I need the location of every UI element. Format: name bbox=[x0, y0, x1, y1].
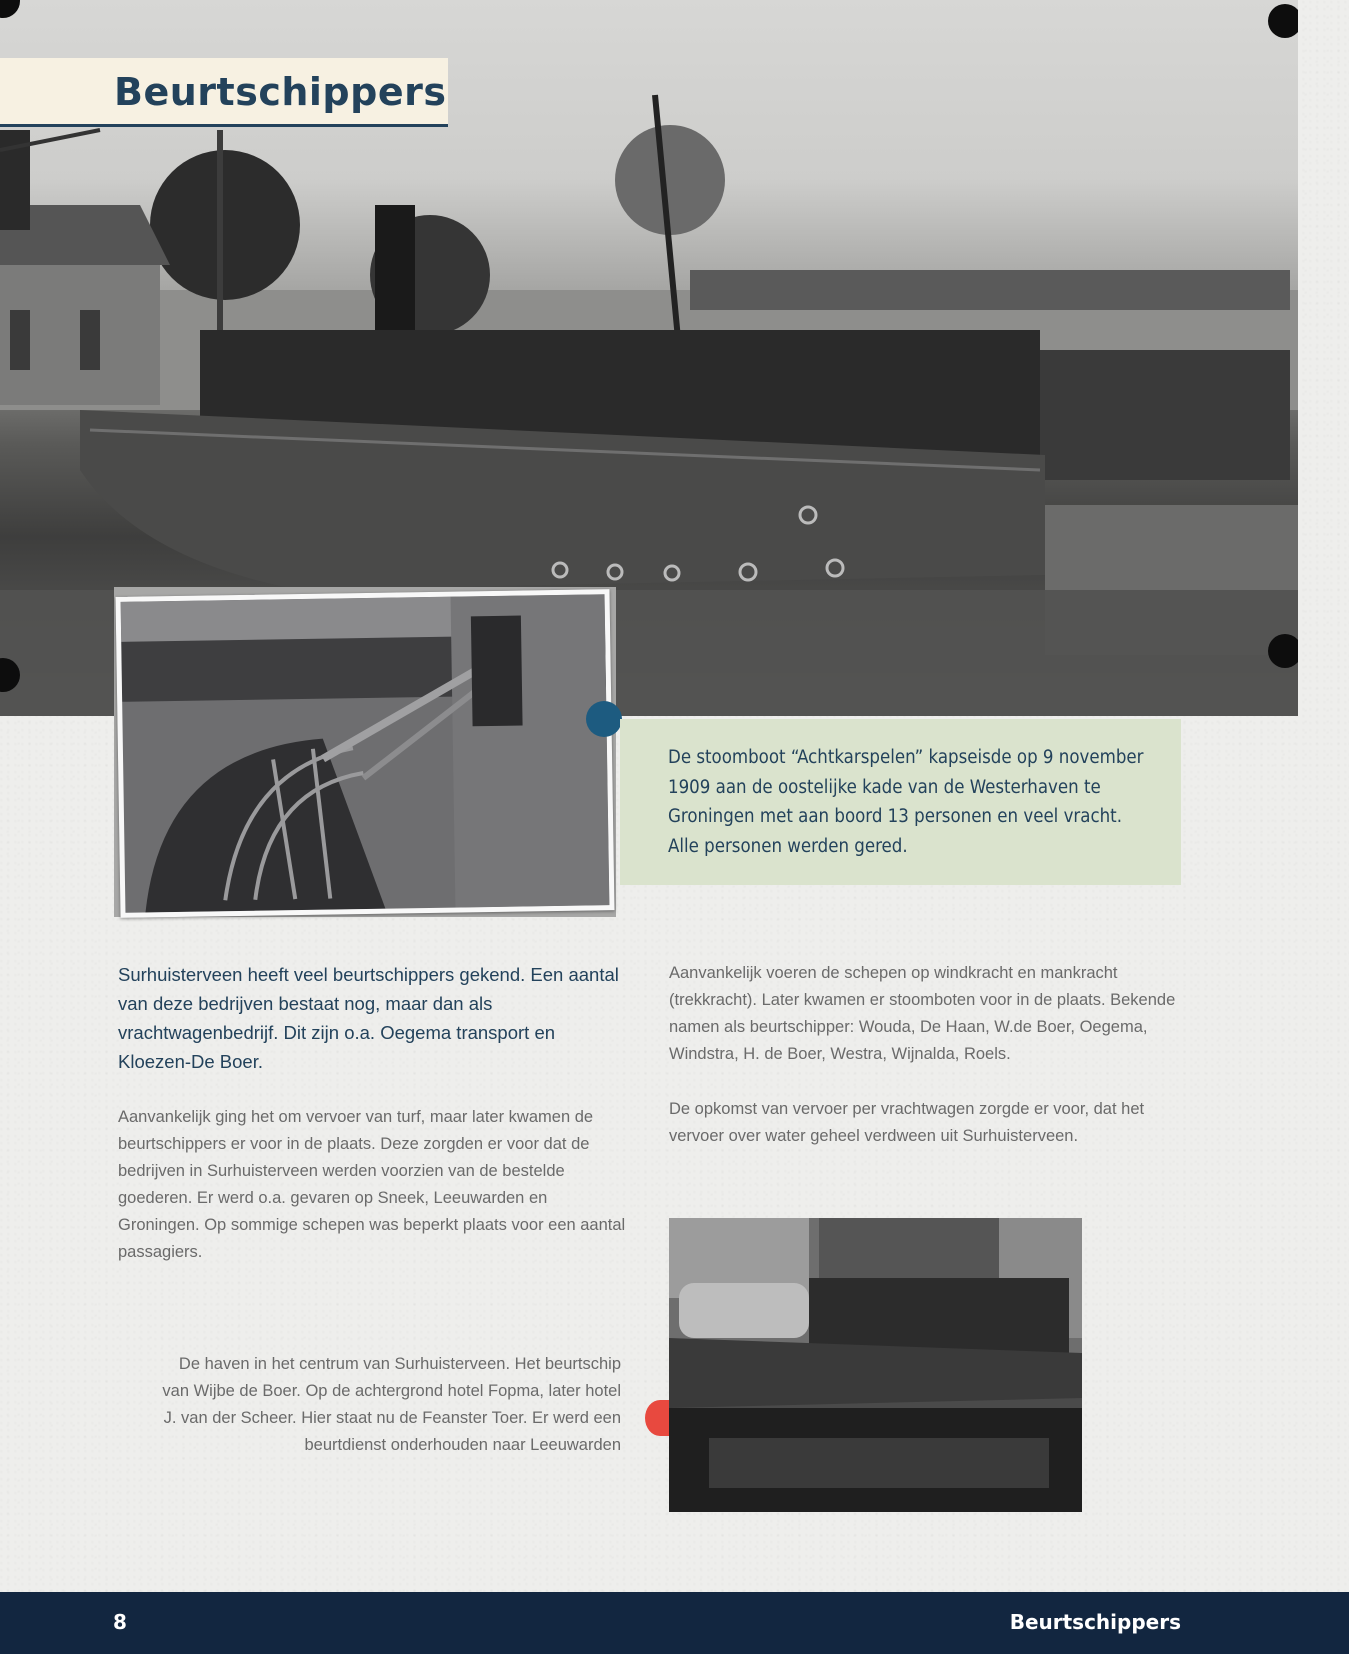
blue-marker bbox=[586, 701, 622, 737]
body-paragraph-2: Aanvankelijk voeren de schepen op windkracht en mankracht (trekkracht). Later kwamen er stoomboten voor in de plaats. Bekende namen als beurtschipper: Wouda, De Haan, W.de Boer, Oegema, Windstra, H. de Boer, Westra, Wijnalda, Roels. bbox=[669, 964, 1176, 1063]
wreck-photo-image bbox=[121, 594, 610, 913]
intro-paragraph: Surhuisterveen heeft veel beurtschippers gekend. Een aantal van deze bedrijven bestaat nog, maar dan als vrachtwagenbedrijf. Dit zijn o.a. Oegema transport en Kloezen-De Boer. bbox=[118, 964, 619, 1072]
page-number: 8 bbox=[113, 1610, 127, 1634]
harbour-photo-image bbox=[669, 1218, 1082, 1512]
page-title: Beurtschippers bbox=[114, 70, 447, 114]
footer bbox=[0, 1592, 1349, 1654]
harbour-photo bbox=[669, 1218, 1082, 1512]
wreck-photo bbox=[116, 589, 615, 918]
photo-corner bbox=[1268, 634, 1298, 668]
caption-box bbox=[620, 719, 1181, 885]
photo-corner bbox=[1268, 4, 1298, 38]
body-paragraph-3: De opkomst van vervoer per vrachtwagen zorgde er voor, dat het vervoer over water geheel verdween uit Surhuisterveen. bbox=[669, 1100, 1145, 1145]
title-band bbox=[0, 58, 448, 127]
footer-section-title: Beurtschippers bbox=[1009, 1610, 1181, 1634]
body-paragraph-1: Aanvankelijk ging het om vervoer van turf, maar later kwamen de beurtschippers er voor in de plaats. Deze zorgden er voor dat de bedrijven in Surhuisterveen werden voorzien van de bestelde goederen. Er werd o.a. gevaren op Sneek, Leeuwarden en Groningen. Op sommige schepen was beperkt plaats voor een aantal passagiers. bbox=[118, 1108, 626, 1261]
photo-caption: De haven in het centrum van Surhuisterveen. Het beurtschip van Wijbe de Boer. Op de achtergrond hotel Fopma, later hotel J. van der Scheer. Hier staat nu de Feanster Toer. Er werd een beurtdienst onderhouden naar Leeuwarden bbox=[162, 1355, 621, 1454]
caption-text: De stoomboot “Achtkarspelen” kapseisde op 9 november 1909 aan de oostelijke kade van de Westerhaven te Groningen met aan boord 13 personen en veel vracht. Alle personen werden gered. bbox=[668, 747, 1144, 857]
